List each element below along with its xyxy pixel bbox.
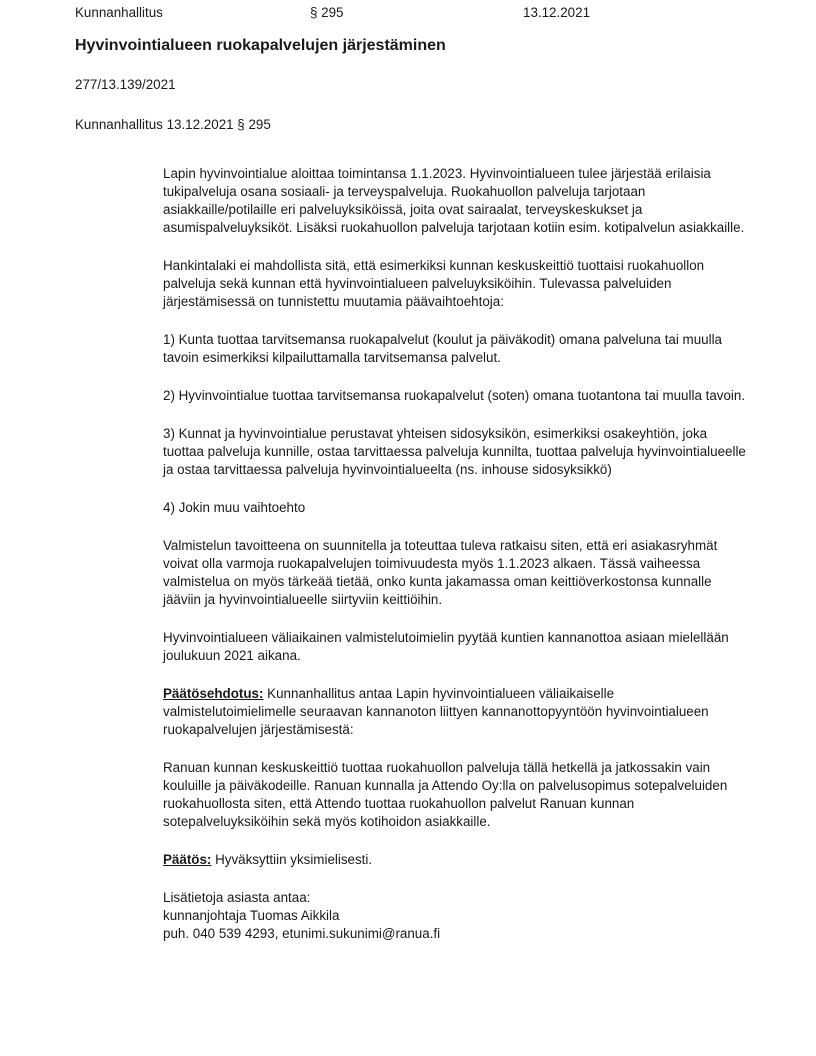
decision-proposal-label: Päätösehdotus: — [163, 686, 264, 701]
committee-name: Kunnanhallitus — [75, 5, 163, 20]
decision-proposal-text: Kunnanhallitus antaa Lapin hyvinvointialueen väliaikaiselle valmistelutoimielimelle seuraavan kannanoton liittyen kannanottopyyntöön hyvinvointialueen ruokapalvelujen järjestämisestä: — [163, 686, 709, 737]
option-item: 2) Hyvinvointialue tuottaa tarvitsemansa ruokapalvelut (soten) omana tuotantona tai muulla tavoin. — [163, 388, 746, 403]
decision-label: Päätös: — [163, 852, 212, 867]
followup-paragraph: Hyvinvointialueen väliaikainen valmistelutoimielin pyytää kuntien kannanottoa asiaan mielellään joulukuun 2021 aikana. — [163, 630, 729, 663]
option-item: 1) Kunta tuottaa tarvitsemansa ruokapalvelut (koulut ja päiväkodit) omana palveluna tai muulla tavoin esimerkiksi kilpailuttamalla tarvitsemansa palvelut. — [163, 332, 723, 365]
option-item: 4) Jokin muu vaihtoehto — [163, 500, 306, 515]
section-number: § 295 — [310, 5, 344, 20]
contact-info — [163, 889, 749, 943]
decision-proposal — [163, 685, 749, 739]
option-item: 3) Kunnat ja hyvinvointialue perustavat yhteisen sidosyksikön, esimerkiksi osakeyhtiön, joka tuottaa palveluja kunnille, ostaa tarvittaessa palveluja kunnilta, tuottaa palveluja hyvinvointialueelle ja ostaa tarvittaessa palveluja hyvinvointialueelta (ns. inhouse sidosyksikkö) — [163, 426, 746, 477]
contact-details: puh. 040 539 4293, etunimi.sukunimi@ranua.fi — [163, 926, 441, 941]
meeting-date: 13.12.2021 — [523, 5, 591, 20]
decision — [163, 851, 749, 869]
intro-paragraph: Lapin hyvinvointialue aloittaa toimintansa 1.1.2023. Hyvinvointialueen tulee järjestää erilaisia tukipalveluja osana sosiaali- ja terveyspalveluja. Ruokahuollon palveluja tarjotaan asiakkaille/potilaille eri palveluyksiköissä, joita ovat sairaalat, terveyskeskukset ja asumispalveluyksiköt. Lisäksi ruokahuollon palveluja tarjotaan kotiin esim. kotipalvelun asiakkaille. — [163, 166, 745, 235]
contact-person: kunnanjohtaja Tuomas Aikkila — [163, 908, 340, 923]
document-body — [163, 165, 749, 943]
meeting-reference: Kunnanhallitus 13.12.2021 § 295 — [75, 117, 271, 132]
proposal-statement: Ranuan kunnan keskuskeittiö tuottaa ruokahuollon palveluja tällä hetkellä ja jatkossakin vain kouluille ja päiväkodeille. Ranuan kunnalla ja Attendo Oy:lla on palvelusopimus sotepalveluiden ruokahuollosta siten, että Attendo tuottaa ruokahuollon palvelut Ranuan kunnan sotepalveluyksiköihin sekä myös kotihoidon asiakkaille. — [163, 760, 728, 829]
intro-paragraph: Hankintalaki ei mahdollista sitä, että esimerkiksi kunnan keskuskeittiö tuottaisi ruokahuollon palveluja sekä kunnan että hyvinvointialueen palveluyksiköihin. Tulevassa palveluiden järjestämisessä on tunnistettu muutamia päävaihtoehtoja: — [163, 258, 705, 309]
decision-text: Hyväksyttiin yksimielisesti. — [211, 852, 373, 867]
contact-intro: Lisätietoja asiasta antaa: — [163, 890, 311, 905]
document-header — [75, 4, 746, 22]
followup-paragraph: Valmistelun tavoitteena on suunnitella ja toteuttaa tuleva ratkaisu siten, että eri asiakasryhmät voivat olla varmoja ruokapalvelujen toimivuudesta myös 1.1.2023 alkaen. Tässä vaiheessa valmistelua on myös tärkeää tietää, onko kunta jakamassa oman keittiöverkostonsa kunnalle jääviin ja hyvinvointialueelle siirtyviin keittiöihin. — [163, 538, 718, 607]
page-title: Hyvinvointialueen ruokapalvelujen järjestäminen — [75, 37, 446, 54]
case-number: 277/13.139/2021 — [75, 77, 176, 92]
